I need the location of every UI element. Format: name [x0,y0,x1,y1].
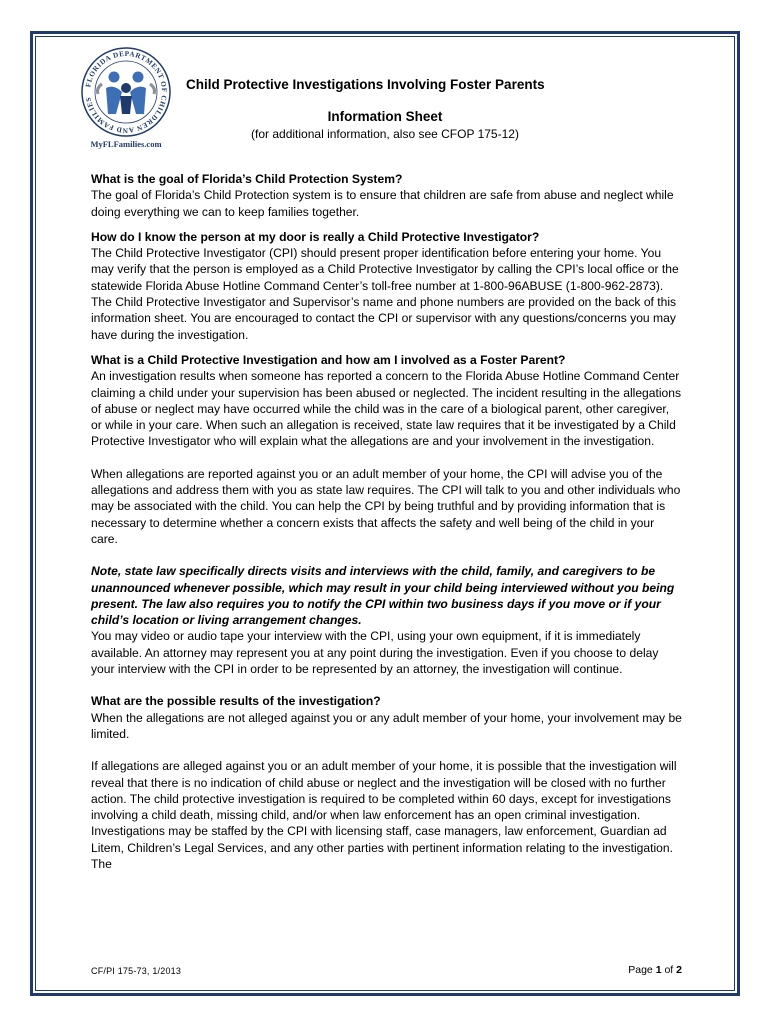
form-id: CF/PI 175-73, 1/2013 [91,966,182,976]
page-number [628,964,682,976]
page-subtitle: Information Sheet [327,109,443,124]
results-paragraph-2: If allegations are alleged against you or an adult member of your home, it is possible that the investigation will reveal that there is no indication of child abuse or neglect and the investigation will be closed with no further action. The child protective investigation is required to be completed within 60 days, except for investigations involving a child death, missing child, and/or when law enforcement has an open criminal investigation. Investigations may be staffed by the CPI with licensing staff, case managers, law enforcement, Guardian ad Litem, Children’s Legal Services, and any other parties with pertinent information relating to the investigation. The [91,759,677,871]
page-title: Child Protective Investigations Involving Foster Parents [186,77,545,92]
page-word: Page [628,964,653,976]
logo-url: MyFLFamilies.com [90,139,162,149]
document-body [91,171,683,872]
involved-note: Note, state law specifically directs visits and interviews with the child, family, and caregivers to be unannounced whenever possible, which may result in your child being interviewed without you being present. The law also requires you to notify the CPI within two business days if you move or if your child’s location or living arrangement changes. [91,564,675,628]
involved-paragraph-2: When allegations are reported against you or an adult member of your home, the CPI will advise you of the allegations and address them with you as state law requires. The CPI will talk to you and other individuals who may be associated with the child. You can help the CPI by being truthful and by providing information that is necessary to determine whether a concern exists that affects the safety and well being of the child in your care. [91,466,681,546]
page-total: 2 [676,964,682,976]
logo-ring-text: FLORIDA DEPARTMENT OF CHILDREN AND FAMILIES [84,49,169,135]
page-current: 1 [655,964,662,976]
results-paragraph-1: When the allegations are not alleged against you or any adult member of your home, your involvement may be limited. [91,710,682,741]
reference-note: (for additional information, also see CFOP 175-12) [251,127,519,141]
identify-paragraph: The Child Protective Investigator (CPI) should present proper identification before entering your home. You may verify that the person is employed as a Child Protective Investigator by calling the CPI’s local office or the statewide Florida Abuse Hotline Command Center’s toll-free number at 1-800-96ABUSE (1-800-962-2873). The Child Protective Investigator and Supervisor’s name and phone numbers are provided on the back of this information sheet. You are encouraged to contact the CPI or supervisor with any questions/concerns you may have during the investigation. [91,246,679,342]
identify-heading: How do I know the person at my door is really a Child Protective Investigator? [91,229,540,244]
page-of: of [664,964,674,976]
goal-paragraph: The goal of Florida’s Child Protection system is to ensure that children are safe from abuse and neglect while doing everything we can to keep families together. [91,188,674,219]
results-heading: What are the possible results of the investigation? [91,694,381,709]
involved-paragraph-1: An investigation results when someone has reported a concern to the Florida Abuse Hotline Command Center claiming a child under your supervision has been abused or neglected. The incident resulting in the allegations of abuse or neglect may have occurred while the child was in the care of a biological parent, other caregiver, or while in your care. When such an allegation is received, state law requires that it be investigated by a Child Protective Investigator who will explain what the allegations are and your involvement in the investigation. [91,369,682,449]
involved-heading: What is a Child Protective Investigation and how am I involved as a Foster Parent? [91,352,566,367]
goal-heading: What is the goal of Florida’s Child Protection System? [91,172,403,186]
involved-paragraph-3: You may video or audio tape your interview with the CPI, using your own equipment, if it is immediately available. An attorney may represent you at any point during the investigation. Even if you choose to delay your interview with the CPI in order to be represented by an attorney, the investigation will continue. [91,629,659,677]
